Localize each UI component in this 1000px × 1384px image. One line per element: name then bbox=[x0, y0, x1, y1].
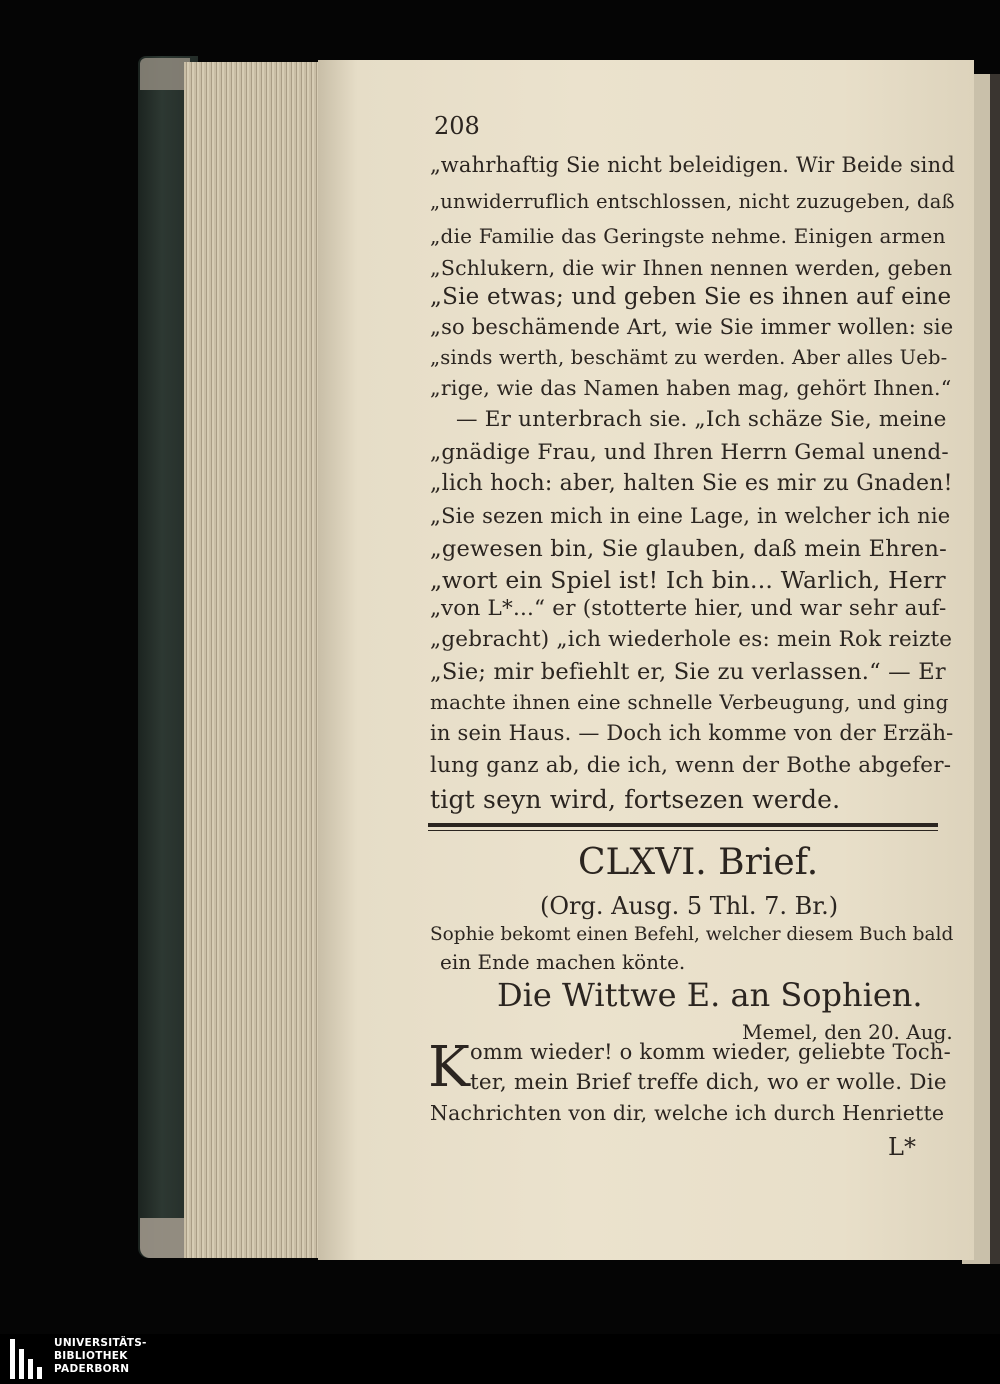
facing-page-shadow bbox=[990, 74, 1000, 1264]
body-line: in sein Haus. — Doch ich komme von der Erzäh- bbox=[430, 721, 954, 745]
cover-corner-top bbox=[140, 58, 190, 90]
body-line: „Schlukern, die wir Ihnen nennen werden, geben bbox=[430, 256, 953, 280]
drop-cap: K bbox=[428, 1035, 470, 1100]
letter-line: omm wieder! o komm wieder, geliebte Toch- bbox=[470, 1040, 951, 1064]
catchword: L* bbox=[888, 1133, 916, 1161]
letter-line: ter, mein Brief treffe dich, wo er wolle. Die bbox=[470, 1070, 947, 1095]
body-line: „Sie sezen mich in eine Lage, in welcher ich nie bbox=[430, 504, 951, 528]
body-line: „so beschämende Art, wie Sie immer wollen: sie bbox=[430, 315, 954, 339]
letter-heading: CLXVI. Brief. bbox=[578, 842, 819, 883]
section-rule bbox=[428, 823, 938, 827]
letter-summary-line: ein Ende machen könte. bbox=[440, 950, 686, 974]
letter-dateline: Memel, den 20. Aug. bbox=[742, 1020, 953, 1044]
letter-salutation: Die Wittwe E. an Sophien. bbox=[497, 976, 923, 1014]
body-line: „lich hoch: aber, halten Sie es mir zu Gnaden! bbox=[430, 471, 953, 496]
body-line: „unwiderruflich entschlossen, nicht zuzugeben, daß bbox=[430, 190, 955, 213]
section-rule-thin bbox=[428, 830, 938, 831]
body-line: machte ihnen eine schnelle Verbeugung, und ging bbox=[430, 690, 949, 714]
body-line: tigt seyn wird, fortsezen werde. bbox=[430, 785, 841, 814]
body-line: „Sie; mir befiehlt er, Sie zu verlassen.“ — Er bbox=[430, 659, 946, 685]
body-line: lung ganz ab, die ich, wenn der Bothe abgefer- bbox=[430, 753, 952, 778]
body-line: „rige, wie das Namen haben mag, gehört Ihnen.“ bbox=[430, 376, 952, 400]
footer-line-3: PADERBORN bbox=[54, 1363, 130, 1375]
body-line: „gnädige Frau, und Ihren Herrn Gemal unend- bbox=[430, 440, 949, 465]
body-line: „gewesen bin, Sie glauben, daß mein Ehren- bbox=[430, 536, 947, 562]
library-logo-icon bbox=[10, 1339, 48, 1379]
body-line: „Sie etwas; und geben Sie es ihnen auf eine bbox=[430, 284, 952, 310]
edition-reference: (Org. Ausg. 5 Thl. 7. Br.) bbox=[540, 892, 839, 920]
body-line: „sinds werth, beschämt zu werden. Aber alles Ueb- bbox=[430, 346, 948, 369]
footer-line-1: UNIVERSITÄTS- bbox=[54, 1337, 147, 1349]
body-line: „wort ein Spiel ist! Ich bin... Warlich, Herr bbox=[430, 566, 946, 594]
footer-bar bbox=[0, 1334, 1000, 1384]
page-edges bbox=[184, 62, 324, 1258]
page-number: 208 bbox=[434, 112, 480, 140]
body-line: „von L*...“ er (stotterte hier, und war sehr auf- bbox=[430, 596, 947, 621]
letter-summary-line: Sophie bekomt einen Befehl, welcher diesem Buch bald bbox=[430, 924, 954, 945]
body-line: — Er unterbrach sie. „Ich schäze Sie, meine bbox=[456, 407, 947, 432]
body-line: „gebracht) „ich wiederhole es: mein Rok reizte bbox=[430, 627, 953, 652]
body-line: „wahrhaftig Sie nicht beleidigen. Wir Beide sind bbox=[430, 153, 955, 177]
footer-line-2: BIBLIOTHEK bbox=[54, 1350, 128, 1362]
body-line: „die Familie das Geringste nehme. Einigen armen bbox=[430, 224, 946, 248]
letter-line: Nachrichten von dir, welche ich durch Henriette bbox=[430, 1101, 945, 1125]
